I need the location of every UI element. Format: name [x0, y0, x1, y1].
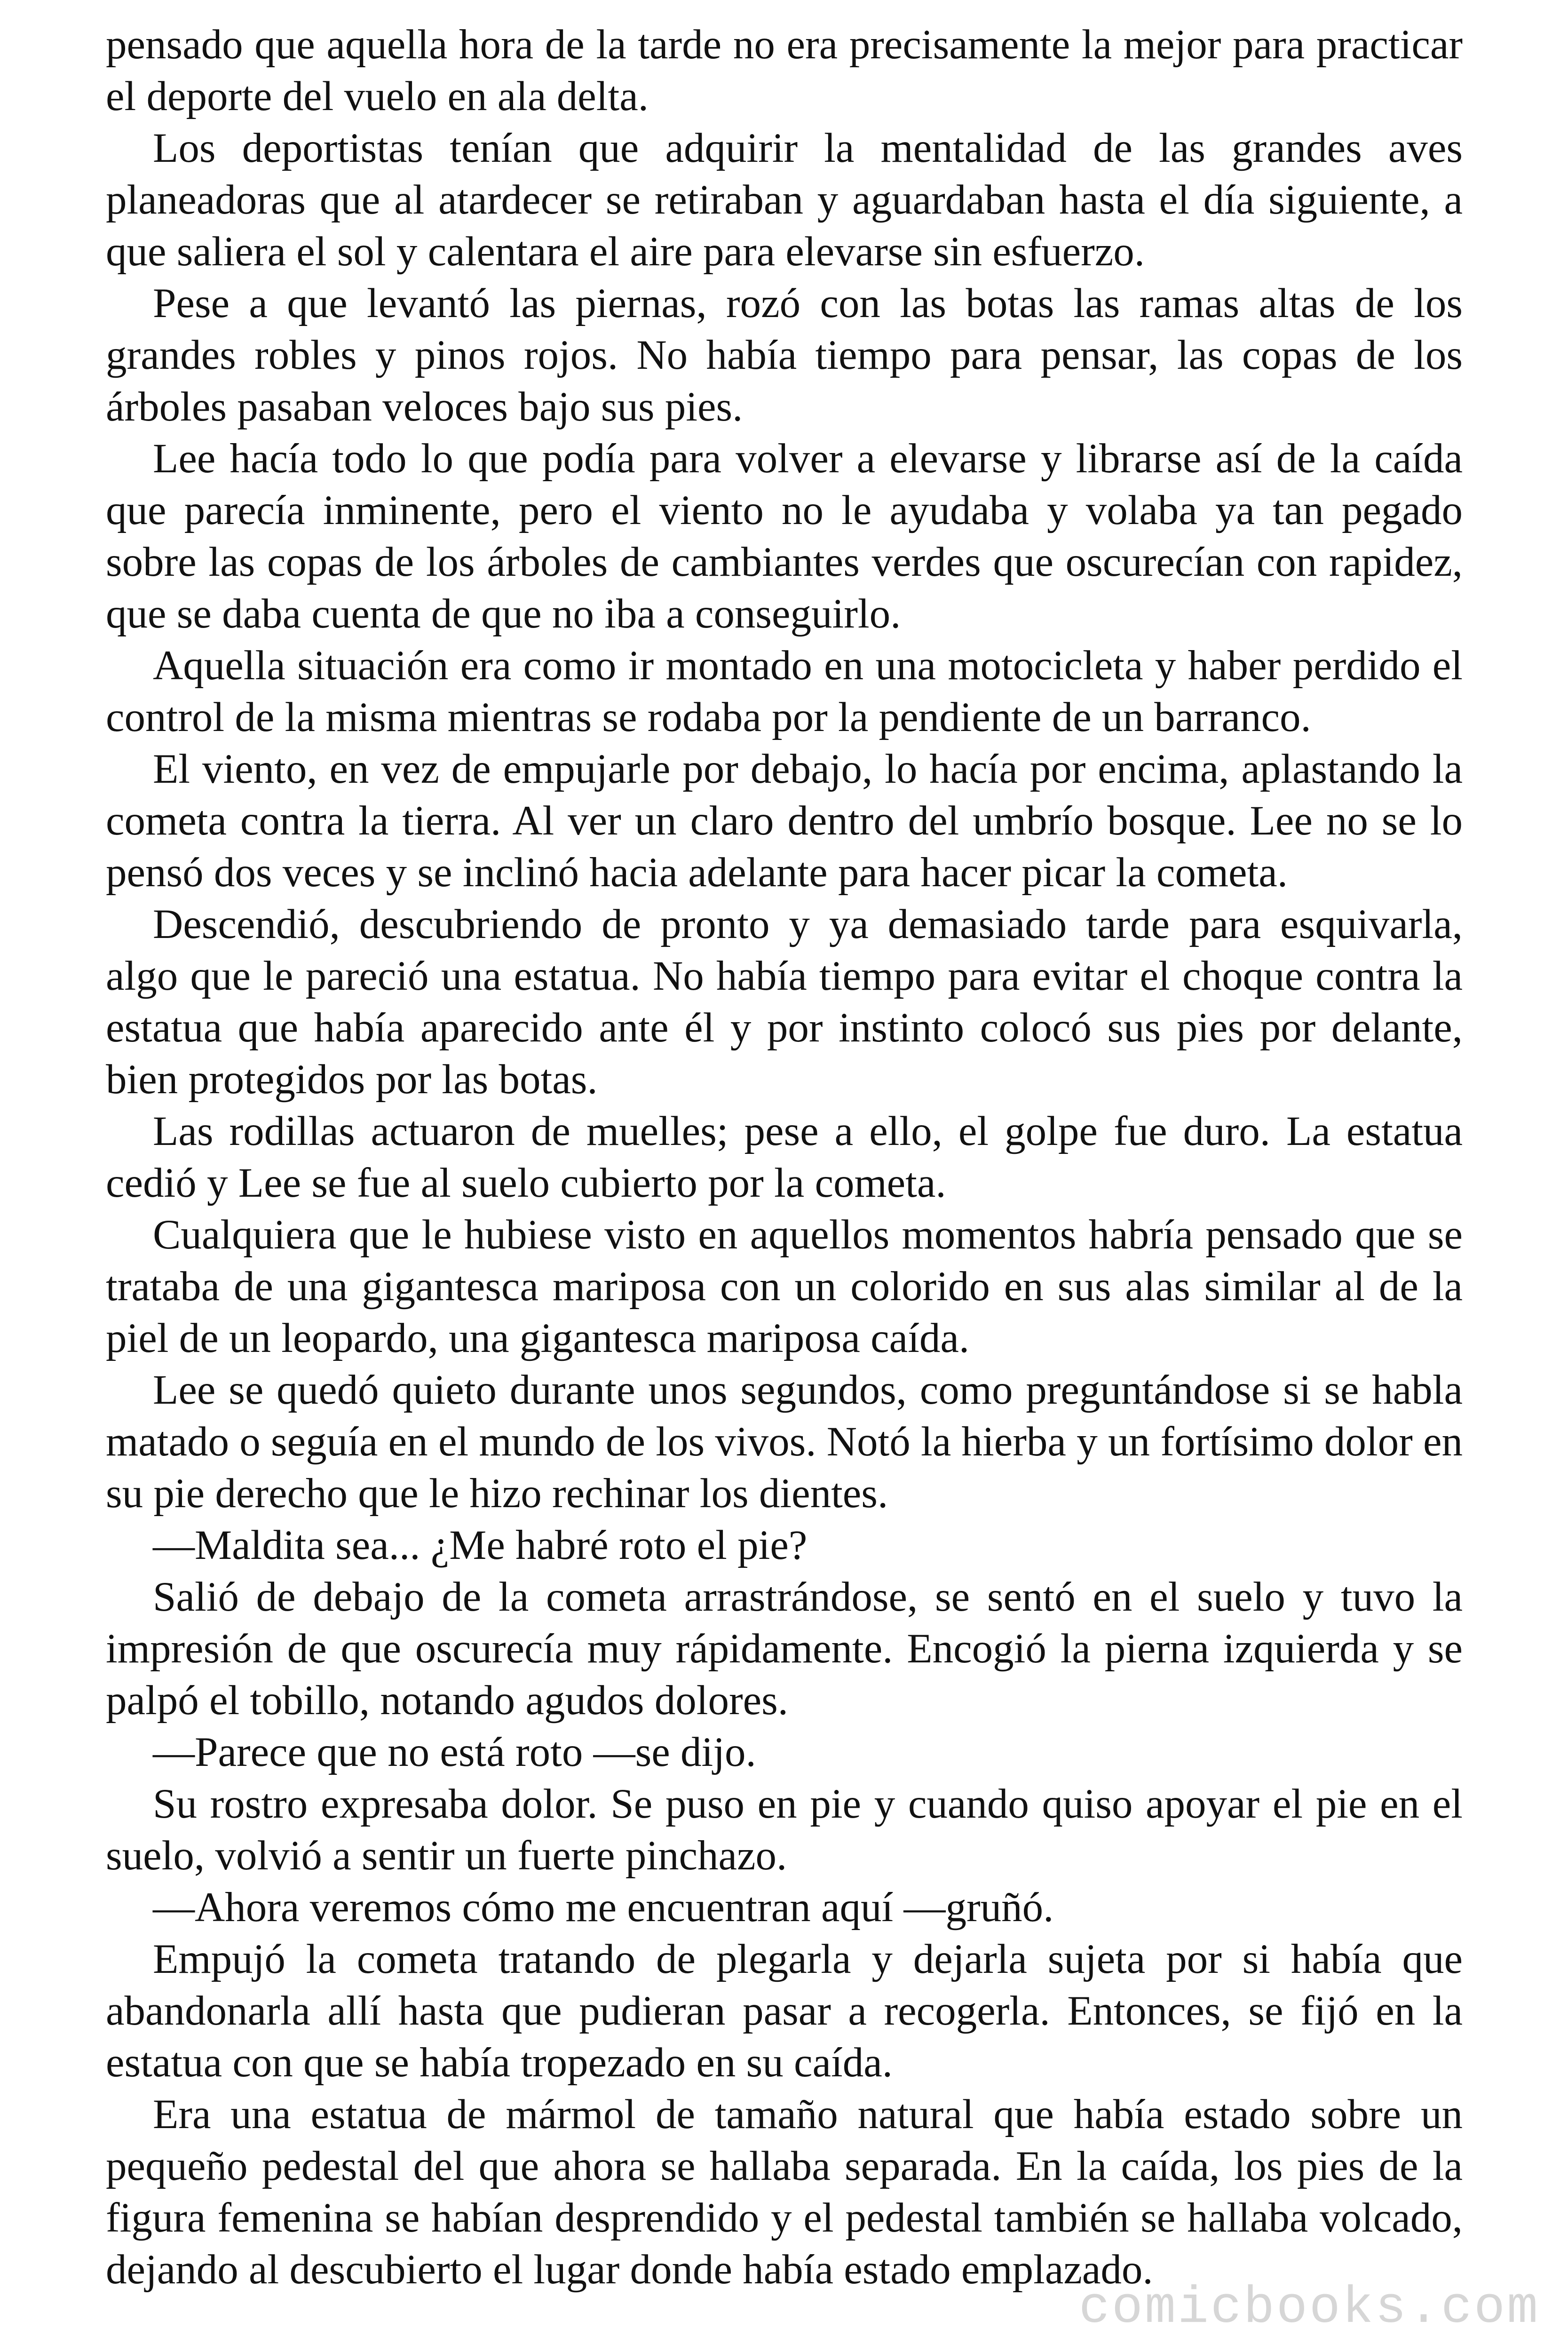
paragraph-14: Su rostro expresaba dolor. Se puso en pie y cuando quiso apoyar el pie en el suelo, volvió a sentir un fuerte pinchazo.	[106, 1781, 1463, 1879]
watermark: comicbooks.com	[1078, 2279, 1540, 2338]
paragraph-2: Los deportistas tenían que adquirir la mentalidad de las grandes aves planeadoras que al atardecer se retiraban y aguardaban hasta el día siguiente, a que saliera el sol y calentara el aire para elevarse sin esfuerzo.	[106, 125, 1463, 275]
paragraph-15: —Ahora veremos cómo me encuentran aquí —gruñó.	[153, 1884, 1054, 1931]
paragraph-11: —Maldita sea... ¿Me habré roto el pie?	[153, 1522, 808, 1568]
paragraph-6: El viento, en vez de empujarle por debajo, lo hacía por encima, aplastando la cometa contra la tierra. Al ver un claro dentro del umbrío bosque. Lee no se lo pensó dos veces y se inclinó hacia adelante para hacer picar la cometa.	[106, 746, 1463, 896]
paragraph-3: Pese a que levantó las piernas, rozó con las botas las ramas altas de los grandes robles y pinos rojos. No había tiempo para pensar, las copas de los árboles pasaban veloces bajo sus pies.	[106, 280, 1463, 430]
paragraph-5: Aquella situación era como ir montado en una motocicleta y haber perdido el control de la misma mientras se rodaba por la pendiente de un barranco.	[106, 643, 1463, 740]
paragraph-9: Cualquiera que le hubiese visto en aquellos momentos habría pensado que se trataba de una gigantesca mariposa con un colorido en sus alas similar al de la piel de un leopardo, una gigantesca mariposa caída.	[106, 1212, 1463, 1361]
paragraph-8: Las rodillas actuaron de muelles; pese a ello, el golpe fue duro. La estatua cedió y Lee se fue al suelo cubierto por la cometa.	[106, 1108, 1463, 1206]
paragraph-1: pensado que aquella hora de la tarde no era precisamente la mejor para practicar el deporte del vuelo en ala delta.	[106, 22, 1463, 119]
paragraph-13: —Parece que no está roto —se dijo.	[153, 1729, 756, 1775]
page-text-body	[106, 19, 1463, 2314]
paragraph-4: Lee hacía todo lo que podía para volver a elevarse y librarse así de la caída que parecía inminente, pero el viento no le ayudaba y volaba ya tan pegado sobre las copas de los árboles de cambiantes verdes que oscurecían con rapidez, que se daba cuenta de que no iba a conseguirlo.	[106, 436, 1463, 637]
paragraph-17: Era una estatua de mármol de tamaño natural que había estado sobre un pequeño pedestal del que ahora se hallaba separada. En la caída, los pies de la figura femenina se habían desprendido y el pedestal también se hallaba volcado, dejando al descubierto el lugar donde había estado emplazado.	[106, 2091, 1463, 2293]
paragraph-7: Descendió, descubriendo de pronto y ya demasiado tarde para esquivarla, algo que le pareció una estatua. No había tiempo para evitar el choque contra la estatua que había aparecido ante él y por instinto colocó sus pies por delante, bien protegidos por las botas.	[106, 901, 1463, 1103]
paragraph-16: Empujó la cometa tratando de plegarla y dejarla sujeta por si había que abandonarla allí hasta que pudieran pasar a recogerla. Entonces, se fijó en la estatua con que se había tropezado en su caída.	[106, 1936, 1463, 2086]
paragraph-10: Lee se quedó quieto durante unos segundos, como preguntándose si se habla matado o seguía en el mundo de los vivos. Notó la hierba y un fortísimo dolor en su pie derecho que le hizo rechinar los dientes.	[106, 1367, 1463, 1517]
paragraph-12: Salió de debajo de la cometa arrastrándose, se sentó en el suelo y tuvo la impresión de que oscurecía muy rápidamente. Encogió la pierna izquierda y se palpó el tobillo, notando agudos dolores.	[106, 1574, 1463, 1724]
